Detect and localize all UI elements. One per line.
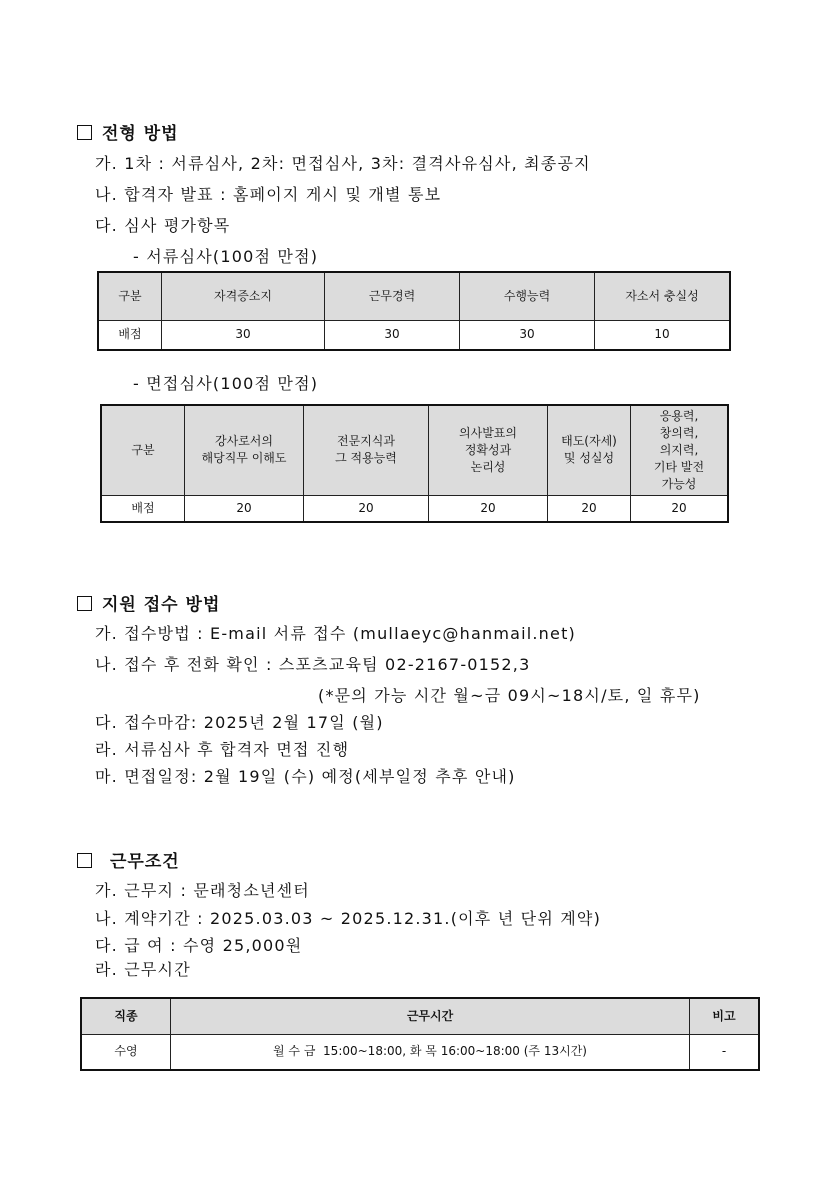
doc-review-table	[97, 271, 731, 351]
table-cell: 배점	[101, 495, 185, 522]
table-header-cell: 강사로서의 해당직무 이해도	[185, 405, 304, 495]
table-header-cell: 근무경력	[325, 272, 460, 320]
table-header-cell: 자소서 충실성	[595, 272, 731, 320]
conditions-line-4: 라. 근무시간	[95, 960, 191, 979]
conditions-line-3: 다. 급 여 : 수영 25,000원	[95, 936, 303, 955]
conditions-line-1: 가. 근무지 : 문래청소년센터	[95, 881, 310, 900]
table-cell: 20	[548, 495, 631, 522]
table-header-cell: 직종	[81, 998, 171, 1034]
checkbox-square-icon	[77, 853, 92, 868]
checkbox-square-icon	[77, 125, 92, 140]
table-header-cell: 구분	[98, 272, 162, 320]
table-header-cell: 수행능력	[460, 272, 595, 320]
table-cell: 배점	[98, 320, 162, 350]
table-header-cell: 의사발표의 정확성과 논리성	[429, 405, 548, 495]
table-header-cell: 비고	[690, 998, 760, 1034]
table-cell: 20	[429, 495, 548, 522]
heading-text: 지원 접수 방법	[102, 595, 221, 615]
section-heading-conditions	[77, 847, 180, 872]
table-cell: 월 수 금 15:00~18:00, 화 목 16:00~18:00 (주 13시간)	[171, 1034, 690, 1070]
selection-line-3: 다. 심사 평가항목	[95, 216, 231, 235]
table-cell: 20	[185, 495, 304, 522]
heading-text: 근무조건	[110, 852, 180, 872]
table-header-cell: 구분	[101, 405, 185, 495]
selection-line-1: 가. 1차 : 서류심사, 2차: 면접심사, 3차: 결격사유심사, 최종공지	[95, 154, 591, 173]
checkbox-square-icon	[77, 596, 92, 611]
interview-table	[100, 404, 729, 523]
application-line-4: 라. 서류심사 후 합격자 면접 진행	[95, 740, 350, 759]
application-line-1: 가. 접수방법 : E-mail 서류 접수 (mullaeyc@hanmail.net)	[95, 624, 576, 643]
application-line-note: (*문의 가능 시간 월~금 09시~18시/토, 일 휴무)	[318, 686, 701, 705]
table-cell: -	[690, 1034, 760, 1070]
application-line-5: 마. 면접일정: 2월 19일 (수) 예정(세부일정 추후 안내)	[95, 767, 516, 786]
table-header-cell: 근무시간	[171, 998, 690, 1034]
selection-line-2: 나. 합격자 발표 : 홈페이지 게시 및 개별 통보	[95, 185, 442, 204]
table-cell: 10	[595, 320, 731, 350]
table-cell: 수영	[81, 1034, 171, 1070]
table-header-cell: 태도(자세) 및 성실성	[548, 405, 631, 495]
interview-title: - 면접심사(100점 만점)	[133, 374, 319, 393]
work-hours-table	[80, 997, 760, 1071]
table-header-cell: 전문지식과 그 적용능력	[304, 405, 429, 495]
doc-review-title: - 서류심사(100점 만점)	[133, 247, 319, 266]
table-cell: 20	[304, 495, 429, 522]
table-cell: 30	[162, 320, 325, 350]
table-header-cell: 자격증소지	[162, 272, 325, 320]
conditions-line-2: 나. 계약기간 : 2025.03.03 ~ 2025.12.31.(이후 년 단위 계약)	[95, 909, 602, 928]
section-heading-selection	[77, 119, 179, 144]
heading-text: 전형 방법	[102, 124, 179, 144]
table-cell: 30	[460, 320, 595, 350]
table-cell: 30	[325, 320, 460, 350]
section-heading-application	[77, 590, 220, 615]
table-header-cell: 응용력, 창의력, 의지력, 기타 발전 가능성	[631, 405, 729, 495]
table-cell: 20	[631, 495, 729, 522]
application-line-3: 다. 접수마감: 2025년 2월 17일 (월)	[95, 713, 384, 732]
application-line-2: 나. 접수 후 전화 확인 : 스포츠교육팀 02-2167-0152,3	[95, 655, 531, 674]
